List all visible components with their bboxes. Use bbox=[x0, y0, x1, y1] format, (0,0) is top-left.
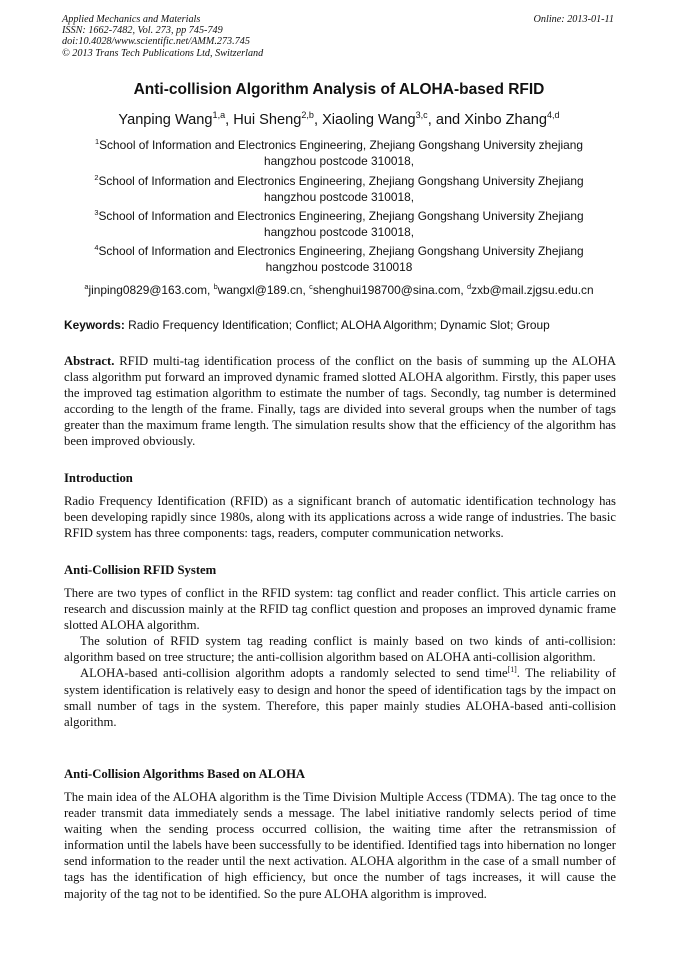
online-date: Online: 2013-01-11 bbox=[533, 14, 614, 25]
abstract-text: RFID multi-tag identification process of the conflict on the basis of summing up the ALOHA class algorithm put forward an improved dynamic framed slotted ALOHA algorithm. Firstly, this paper uses the improved tag estimation algorithm to estimate the number of tags. Secondly, tag number is determined according to the length of the frame. Finally, tags are divided into several groups when the number of tags greater than the maximum frame length. The simulation results show that the efficiency of the algorithm has been improved obviously. bbox=[64, 354, 616, 449]
keywords-text: Radio Frequency Identification; Conflict; ALOHA Algorithm; Dynamic Slot; Group bbox=[124, 318, 550, 332]
affiliation-line: School of Information and Electronics Engineering, Zhejiang Gongshang University Zhejiang bbox=[98, 244, 584, 258]
affiliation-line: hangzhou postcode 310018, bbox=[263, 154, 415, 168]
section-heading-introduction: Introduction bbox=[64, 471, 133, 485]
paragraph bbox=[64, 665, 616, 729]
author-separator: , bbox=[313, 112, 323, 128]
author-separator: , bbox=[225, 112, 234, 128]
abstract-label: Abstract. bbox=[64, 354, 115, 368]
author-sup: 2,b bbox=[301, 110, 314, 121]
paragraph-text: . The reliability of system identification is relatively easy to design and honor the speed of identification tags by the impact on small number of tags in the system. Therefore, this paper mainly studies ALOHA-based anti-collision algorithm. bbox=[64, 666, 616, 729]
email-address: zxb@mail.zjgsu.edu.cn bbox=[471, 283, 594, 297]
email-sup: a bbox=[84, 282, 89, 292]
journal-name: Applied Mechanics and Materials bbox=[62, 14, 201, 25]
author-name: Hui Sheng bbox=[233, 112, 302, 128]
abstract bbox=[64, 353, 616, 450]
affiliation-3 bbox=[60, 208, 618, 240]
email-sup: c bbox=[309, 282, 313, 292]
affiliation-line: hangzhou postcode 310018, bbox=[263, 225, 415, 239]
introduction-paragraph: Radio Frequency Identification (RFID) as a significant branch of automatic identification technology has been developing rapidly since 1980s, along with its applications across a wide range of industries. The basic RFID system has three components: tags, readers, computer communication networks. bbox=[64, 494, 616, 541]
affiliation-line: hangzhou postcode 310018, bbox=[263, 190, 415, 204]
author-sup: 1,a bbox=[212, 110, 226, 121]
affiliation-sup: 1 bbox=[95, 137, 100, 147]
citation-ref: [1] bbox=[507, 665, 517, 675]
paper-title: Anti-collision Algorithm Analysis of ALOHA-based RFID bbox=[133, 81, 545, 98]
author-sup: 3,c bbox=[415, 110, 428, 121]
keywords-label: Keywords: bbox=[64, 318, 125, 332]
anticollision-rfid-body bbox=[64, 585, 616, 730]
email-list bbox=[0, 283, 678, 297]
affiliation-line: School of Information and Electronics Engineering, Zhejiang Gongshang University Zhejiang bbox=[98, 174, 584, 188]
paragraph: The solution of RFID system tag reading conflict is mainly based on two kinds of anti-collision: algorithm based on tree structure; the anti-collision algorithm based on ALOHA anti-collision algorithm. bbox=[64, 634, 616, 665]
keywords bbox=[64, 318, 616, 332]
doi-line: doi:10.4028/www.scientific.net/AMM.273.745 bbox=[62, 36, 250, 48]
email-sup: b bbox=[213, 282, 218, 292]
section-heading-aloha: Anti-Collision Algorithms Based on ALOHA bbox=[64, 767, 306, 781]
author-name: Xiaoling Wang bbox=[322, 112, 416, 128]
affiliation-sup: 4 bbox=[94, 243, 99, 253]
copyright-line: © 2013 Trans Tech Publications Ltd, Switzerland bbox=[62, 47, 264, 59]
affiliation-1 bbox=[60, 137, 618, 169]
author-name: Xinbo Zhang bbox=[464, 112, 547, 128]
paragraph: There are two types of conflict in the RFID system: tag conflict and reader conflict. This article carries on research and discussion mainly at the RFID tag conflict question and proposes an improved dynamic frame slotted ALOHA algorithm. bbox=[64, 586, 616, 633]
issn-line: ISSN: 1662-7482, Vol. 273, pp 745-749 bbox=[62, 25, 223, 37]
affiliation-line: hangzhou postcode 310018 bbox=[265, 260, 413, 274]
email-sup: d bbox=[467, 282, 472, 292]
journal-header bbox=[62, 14, 618, 59]
author-separator: , and bbox=[427, 112, 465, 128]
email-address: shenghui198700@sina.com, bbox=[312, 283, 468, 297]
section-heading-anticollision-rfid: Anti-Collision RFID System bbox=[64, 563, 217, 577]
email-address: jinping0829@163.com, bbox=[88, 283, 214, 297]
aloha-paragraph: The main idea of the ALOHA algorithm is the Time Division Multiple Access (TDMA). The tag once to the reader transmit data immediately sends a message. The label initiative randomly selects period of time waiting when the sending process occurred collision, the waiting time after the retransmission of information until the labels have been successfully to be identified. Identified tags into hibernation no longer send information to the reader until the next activation. ALOHA algorithm in the case of a small number of tags has the identification of high efficiency, but once the number of tags increases, it will cause the majority of the tag not to be identified. So the pure ALOHA algorithm is improved. bbox=[64, 790, 616, 901]
affiliation-sup: 3 bbox=[94, 208, 99, 218]
author-name: Yanping Wang bbox=[118, 112, 213, 128]
author-list bbox=[0, 112, 678, 128]
email-address: wangxl@189.cn, bbox=[217, 283, 310, 297]
affiliation-line: School of Information and Electronics Engineering, Zhejiang Gongshang University zhejiang bbox=[99, 138, 583, 152]
affiliation-4 bbox=[60, 243, 618, 275]
author-sup: 4,d bbox=[547, 110, 560, 121]
affiliation-2 bbox=[60, 173, 618, 205]
affiliation-sup: 2 bbox=[94, 173, 99, 183]
affiliation-line: School of Information and Electronics Engineering, Zhejiang Gongshang University Zhejiang bbox=[98, 209, 584, 223]
paragraph-text: ALOHA-based anti-collision algorithm adopts a randomly selected to send time bbox=[80, 666, 508, 681]
